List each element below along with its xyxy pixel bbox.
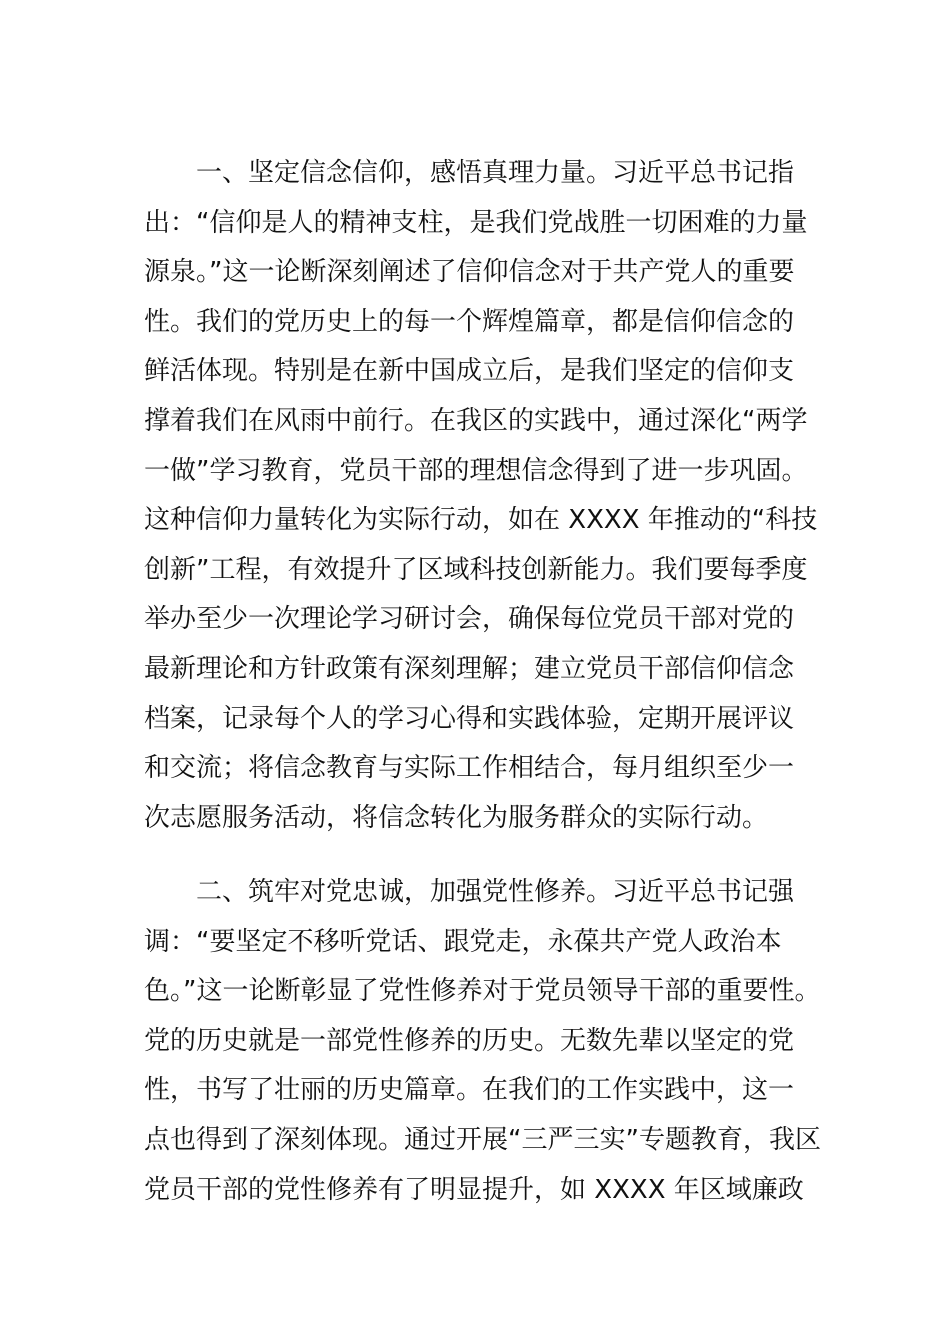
paragraph-line: 最新理论和方针政策有深刻理解；建立党员干部信仰信念	[144, 653, 795, 684]
paragraph-line: 调：“要坚定不移听党话、跟党走，永葆共产党人政治本	[144, 926, 782, 957]
paragraph-line: 性，书写了壮丽的历史篇章。在我们的工作实践中，这一	[144, 1075, 795, 1106]
paragraph-line: 点也得到了深刻体现。通过开展“三严三实”专题教育，我区	[144, 1124, 821, 1155]
paragraph-line: 档案，记录每个人的学习心得和实践体验，定期开展评议	[144, 703, 795, 734]
paragraph-2	[144, 868, 821, 1215]
paragraph-line: 撑着我们在风雨中前行。在我区的实践中，通过深化“两学	[144, 405, 808, 436]
paragraph-line: 次志愿服务活动，将信念转化为服务群众的实际行动。	[144, 802, 769, 833]
paragraph-line: 党员干部的党性修养有了明显提升，如 XXXX 年区域廉政	[144, 1174, 804, 1205]
paragraph-line: 出：“信仰是人的精神支柱，是我们党战胜一切困难的力量	[144, 207, 808, 238]
paragraph-1	[144, 149, 818, 843]
paragraph-line: 和交流；将信念教育与实际工作相结合，每月组织至少一	[144, 753, 795, 784]
paragraph-line: 党的历史就是一部党性修养的历史。无数先辈以坚定的党	[144, 1025, 795, 1056]
paragraph-line: 性。我们的党历史上的每一个辉煌篇章，都是信仰信念的	[144, 306, 795, 337]
paragraph-line: 鲜活体现。特别是在新中国成立后，是我们坚定的信仰支	[144, 356, 795, 387]
paragraph-line: 一、坚定信念信仰，感悟真理力量。习近平总书记指	[196, 158, 795, 188]
paragraph-line: 色。”这一论断彰显了党性修养对于党员领导干部的重要性。	[144, 976, 821, 1007]
paragraph-line: 创新”工程，有效提升了区域科技创新能力。我们要每季度	[144, 554, 808, 585]
paragraph-line: 举办至少一次理论学习研讨会，确保每位党员干部对党的	[144, 604, 795, 635]
paragraph-line: 这种信仰力量转化为实际行动，如在 XXXX 年推动的“科技	[144, 505, 818, 536]
paragraph-line: 源泉。”这一论断深刻阐述了信仰信念对于共产党人的重要	[144, 257, 795, 288]
paragraph-line: 一做”学习教育，党员干部的理想信念得到了进一步巩固。	[144, 455, 808, 486]
paragraph-line: 二、筑牢对党忠诚，加强党性修养。习近平总书记强	[196, 877, 795, 907]
